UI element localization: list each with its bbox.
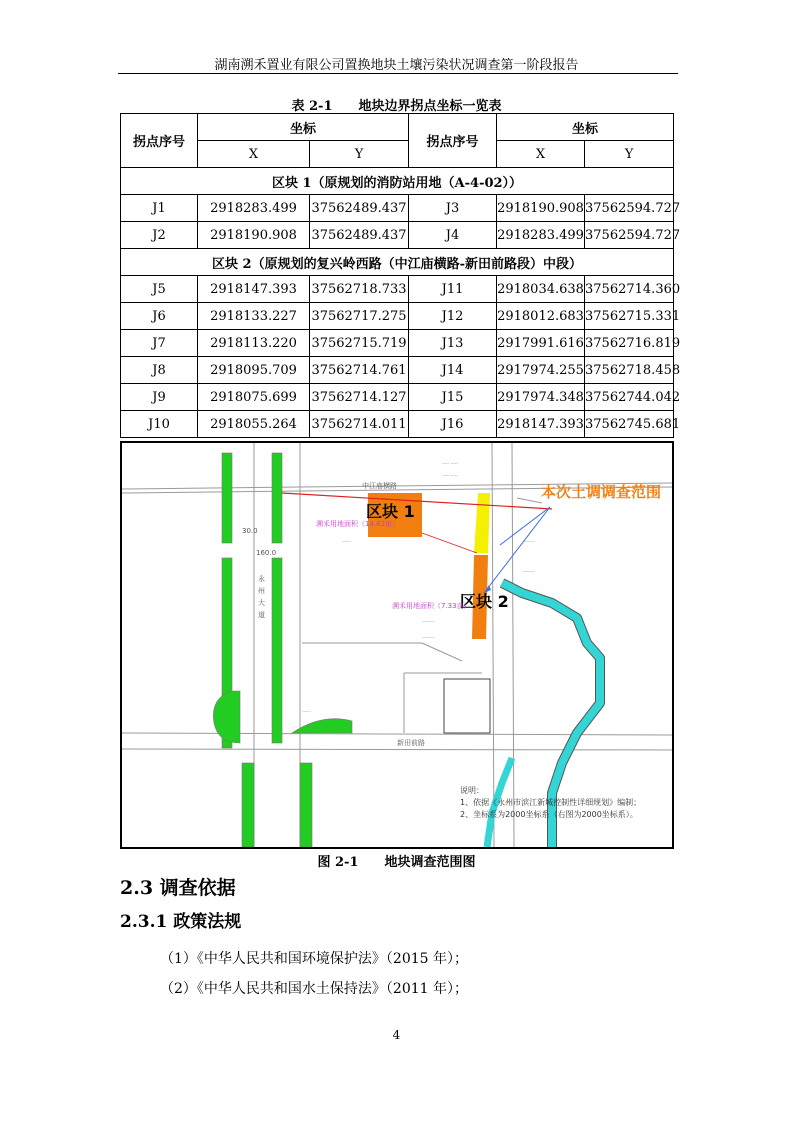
table-caption: 表 2-1 地块边界拐点坐标一览表 [291, 99, 502, 114]
table-cell: J14 [409, 357, 497, 384]
table-cell: J6 [121, 303, 198, 330]
map-road-bottom: 新田前路 [397, 739, 425, 747]
map-note-title: 说明： [460, 786, 484, 795]
table-cell: 37562714.127 [310, 384, 409, 411]
svg-text:-----: ----- [302, 709, 312, 715]
table-row [121, 276, 674, 303]
table-cell: J3 [409, 195, 497, 222]
map-label-block2: 区块 2 [460, 592, 509, 611]
green-strip [272, 453, 282, 543]
table-cell: 2917974.255 [497, 357, 585, 384]
table-row [121, 303, 674, 330]
table-cell: J7 [121, 330, 198, 357]
table-cell: 2918147.393 [198, 276, 310, 303]
svg-text:---- ----: ---- ---- [442, 461, 459, 467]
table-cell: J9 [121, 384, 198, 411]
figure-caption: 图 2-1 地块调查范围图 [317, 855, 476, 870]
table-cell: J15 [409, 384, 497, 411]
table-cell: J12 [409, 303, 497, 330]
table-cell: J5 [121, 276, 198, 303]
table-cell: 37562714.011 [310, 411, 409, 438]
map-note-1: 1、依据《永州市滨江新城控制性详细规划》编制； [460, 798, 642, 807]
table-cell: 2918075.699 [198, 384, 310, 411]
table-cell: 2918283.499 [497, 222, 585, 249]
table-cell: J1 [121, 195, 198, 222]
block2-heading: 区块 2（原规划的复兴岭西路（中江庙横路-新田前路段）中段） [121, 249, 674, 276]
regulation-item-2: （2）《中华人民共和国水土保持法》（2011 年）； [160, 981, 468, 997]
building [444, 679, 490, 733]
map-area1: 溯禾用地面积（14.62亩） [316, 520, 400, 528]
table-cell: 2917991.616 [497, 330, 585, 357]
table-cell: J4 [409, 222, 497, 249]
header-coords: 坐标 [198, 114, 409, 141]
table-cell: 37562715.719 [310, 330, 409, 357]
svg-text:---- ----: ---- ---- [442, 473, 459, 479]
table-cell: 37562745.681 [585, 411, 674, 438]
table-cell: 2918283.499 [198, 195, 310, 222]
table-cell: J10 [121, 411, 198, 438]
header-x: X [198, 141, 310, 168]
table-cell: 2918034.638 [497, 276, 585, 303]
green-strip [222, 453, 232, 543]
svg-text:-------: ------- [522, 539, 535, 545]
header-point-no: 拐点序号 [121, 114, 198, 168]
subsection-heading: 2.3.1 政策法规 [120, 912, 242, 932]
svg-text:-----: ----- [342, 539, 352, 545]
svg-text:-------: ------- [522, 569, 535, 575]
svg-text:-------: ------- [422, 619, 435, 625]
table-cell: 37562715.331 [585, 303, 674, 330]
header-x-2: X [497, 141, 585, 168]
block2-yellow [474, 493, 490, 553]
map-width-b: 160.0 [256, 549, 277, 557]
green-island [292, 719, 352, 733]
table-row [121, 357, 674, 384]
map-label-scope: 本次土调调查范围 [541, 483, 662, 501]
table-cell: J16 [409, 411, 497, 438]
table-cell: 2918012.683 [497, 303, 585, 330]
table-cell: 2918133.227 [198, 303, 310, 330]
table-cell: 37562718.458 [585, 357, 674, 384]
map-area2: 溯禾用地面积（7.33亩） [392, 602, 471, 610]
table-row [121, 195, 674, 222]
table-cell: 37562594.727 [585, 195, 674, 222]
page-number: 4 [392, 1028, 401, 1042]
running-header: 湖南溯禾置业有限公司置换地块土壤污染状况调查第一阶段报告 [214, 58, 579, 73]
table-row [121, 222, 674, 249]
map-road-top: 中江庙横路 [362, 482, 397, 490]
table-cell: 2918147.393 [497, 411, 585, 438]
regulation-item-1: （1）《中华人民共和国环境保护法》（2015 年）； [160, 951, 468, 967]
header-y-2: Y [585, 141, 674, 168]
section-heading: 2.3 调查依据 [120, 877, 236, 899]
table-cell: 37562594.727 [585, 222, 674, 249]
svg-text:-------: ------- [422, 635, 435, 641]
green-island [213, 691, 240, 743]
table-cell: 2918055.264 [198, 411, 310, 438]
map-label-block1: 区块 1 [366, 502, 415, 521]
map-note-2: 2、坐标系为2000坐标系（右图为2000坐标系）。 [460, 810, 638, 819]
site-map-figure [120, 441, 674, 849]
table-cell: 37562716.819 [585, 330, 674, 357]
table-row [121, 384, 674, 411]
table-cell: 37562717.275 [310, 303, 409, 330]
green-strip [242, 763, 254, 847]
header-y: Y [310, 141, 409, 168]
table-row [121, 330, 674, 357]
green-strip [272, 558, 282, 743]
table-cell: J13 [409, 330, 497, 357]
map-width-a: 30.0 [242, 527, 258, 535]
table-cell: 37562718.733 [310, 276, 409, 303]
green-strip [300, 763, 312, 847]
table-cell: 2918190.908 [198, 222, 310, 249]
map-road-left: 永州大道 [258, 575, 265, 619]
table-cell: 2918095.709 [198, 357, 310, 384]
header-point-no-2: 拐点序号 [409, 114, 497, 168]
table-cell: 37562744.042 [585, 384, 674, 411]
table-cell: 37562714.360 [585, 276, 674, 303]
table-cell: 37562714.761 [310, 357, 409, 384]
block1-heading: 区块 1（原规划的消防站用地（A-4-02）） [121, 168, 674, 195]
header-rule [118, 73, 678, 74]
table-cell: 2918113.220 [198, 330, 310, 357]
header-coords-2: 坐标 [497, 114, 674, 141]
table-cell: J11 [409, 276, 497, 303]
table-cell: J8 [121, 357, 198, 384]
table-cell: 37562489.437 [310, 222, 409, 249]
table-cell: J2 [121, 222, 198, 249]
boundary-coordinates-table [120, 113, 681, 438]
table-cell: 2917974.348 [497, 384, 585, 411]
table-cell: 2918190.908 [497, 195, 585, 222]
table-cell: 37562489.437 [310, 195, 409, 222]
table-row [121, 411, 674, 438]
